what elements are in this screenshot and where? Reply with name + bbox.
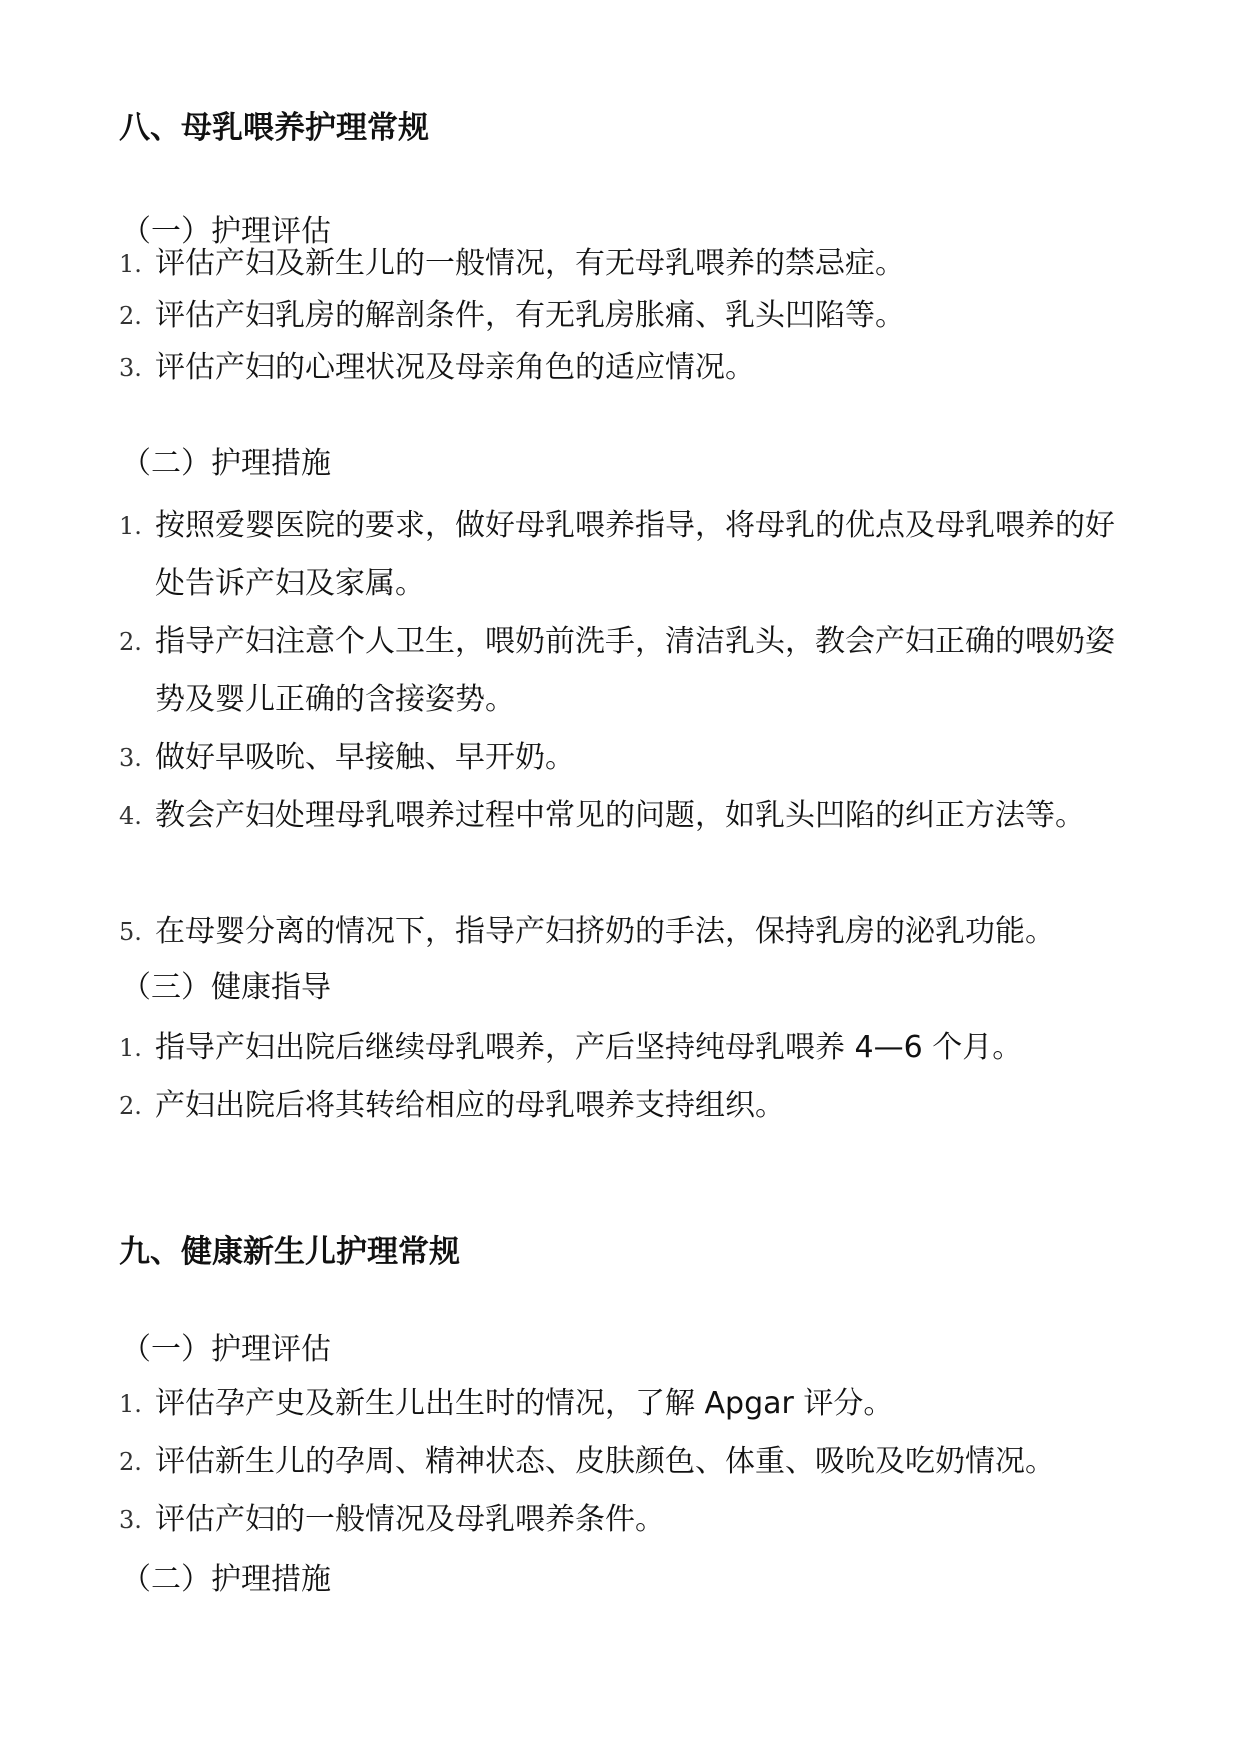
- item-number: 3.: [119, 354, 142, 382]
- list-item: [119, 497, 1129, 613]
- section-8-assessment-heading: （一）护理评估: [121, 214, 331, 249]
- list-item: [119, 613, 1129, 729]
- item-number: 1.: [119, 1034, 142, 1062]
- list-item: [119, 235, 1129, 293]
- item-text: 教会产妇处理母乳喂养过程中常见的问题，如乳头凹陷的纠正方法等。: [155, 798, 1085, 833]
- item-number: 4.: [119, 802, 142, 830]
- item-text: 评估新生儿的孕周、精神状态、皮肤颜色、体重、吸吮及吃奶情况。: [155, 1444, 1055, 1479]
- item-number: 3.: [119, 744, 142, 772]
- item-text: 指导产妇注意个人卫生，喂奶前洗手，清洁乳头，教会产妇正确的喂奶姿势及婴儿正确的含接姿势。: [155, 624, 1115, 717]
- list-item: [119, 1433, 1129, 1491]
- item-number: 1.: [119, 512, 142, 540]
- item-number: 2.: [119, 1092, 142, 1120]
- item-number: 5.: [119, 918, 142, 946]
- list-item: [119, 729, 1129, 787]
- list-item: [119, 339, 1129, 397]
- item-number: 2.: [119, 302, 142, 330]
- item-text: 做好早吸吮、早接触、早开奶。: [155, 740, 575, 775]
- item-text: 评估产妇及新生儿的一般情况，有无母乳喂养的禁忌症。: [155, 246, 905, 281]
- list-item: [119, 287, 1129, 345]
- section-9-assessment-heading: （一）护理评估: [121, 1332, 331, 1367]
- list-item: [119, 1077, 1129, 1135]
- item-number: 2.: [119, 1448, 142, 1476]
- section-8-measures-heading: （二）护理措施: [121, 446, 331, 481]
- item-text: 产妇出院后将其转给相应的母乳喂养支持组织。: [155, 1088, 785, 1123]
- item-text: 评估产妇的心理状况及母亲角色的适应情况。: [155, 350, 755, 385]
- item-number: 1.: [119, 250, 142, 278]
- section-9-title: 九、健康新生儿护理常规: [119, 1234, 460, 1270]
- item-text: 评估产妇的一般情况及母乳喂养条件。: [155, 1502, 665, 1537]
- item-number: 2.: [119, 628, 142, 656]
- list-item: [119, 787, 1129, 845]
- item-text: 评估孕产史及新生儿出生时的情况，了解 Apgar 评分。: [155, 1386, 894, 1421]
- item-text: 指导产妇出院后继续母乳喂养，产后坚持纯母乳喂养 4—6 个月。: [155, 1030, 1023, 1065]
- item-number: 3.: [119, 1506, 142, 1534]
- item-text: 按照爱婴医院的要求，做好母乳喂养指导，将母乳的优点及母乳喂养的好处告诉产妇及家属。: [155, 508, 1115, 601]
- list-item: [119, 1375, 1129, 1433]
- list-item: [119, 903, 1129, 961]
- section-8-guidance-heading: （三）健康指导: [121, 970, 331, 1005]
- list-item: [119, 1019, 1129, 1077]
- section-9-measures-heading: （二）护理措施: [121, 1562, 331, 1597]
- section-8-title: 八、母乳喂养护理常规: [119, 110, 429, 146]
- item-text: 评估产妇乳房的解剖条件，有无乳房胀痛、乳头凹陷等。: [155, 298, 905, 333]
- item-text: 在母婴分离的情况下，指导产妇挤奶的手法，保持乳房的泌乳功能。: [155, 914, 1055, 949]
- list-item: [119, 1491, 1129, 1549]
- item-number: 1.: [119, 1390, 142, 1418]
